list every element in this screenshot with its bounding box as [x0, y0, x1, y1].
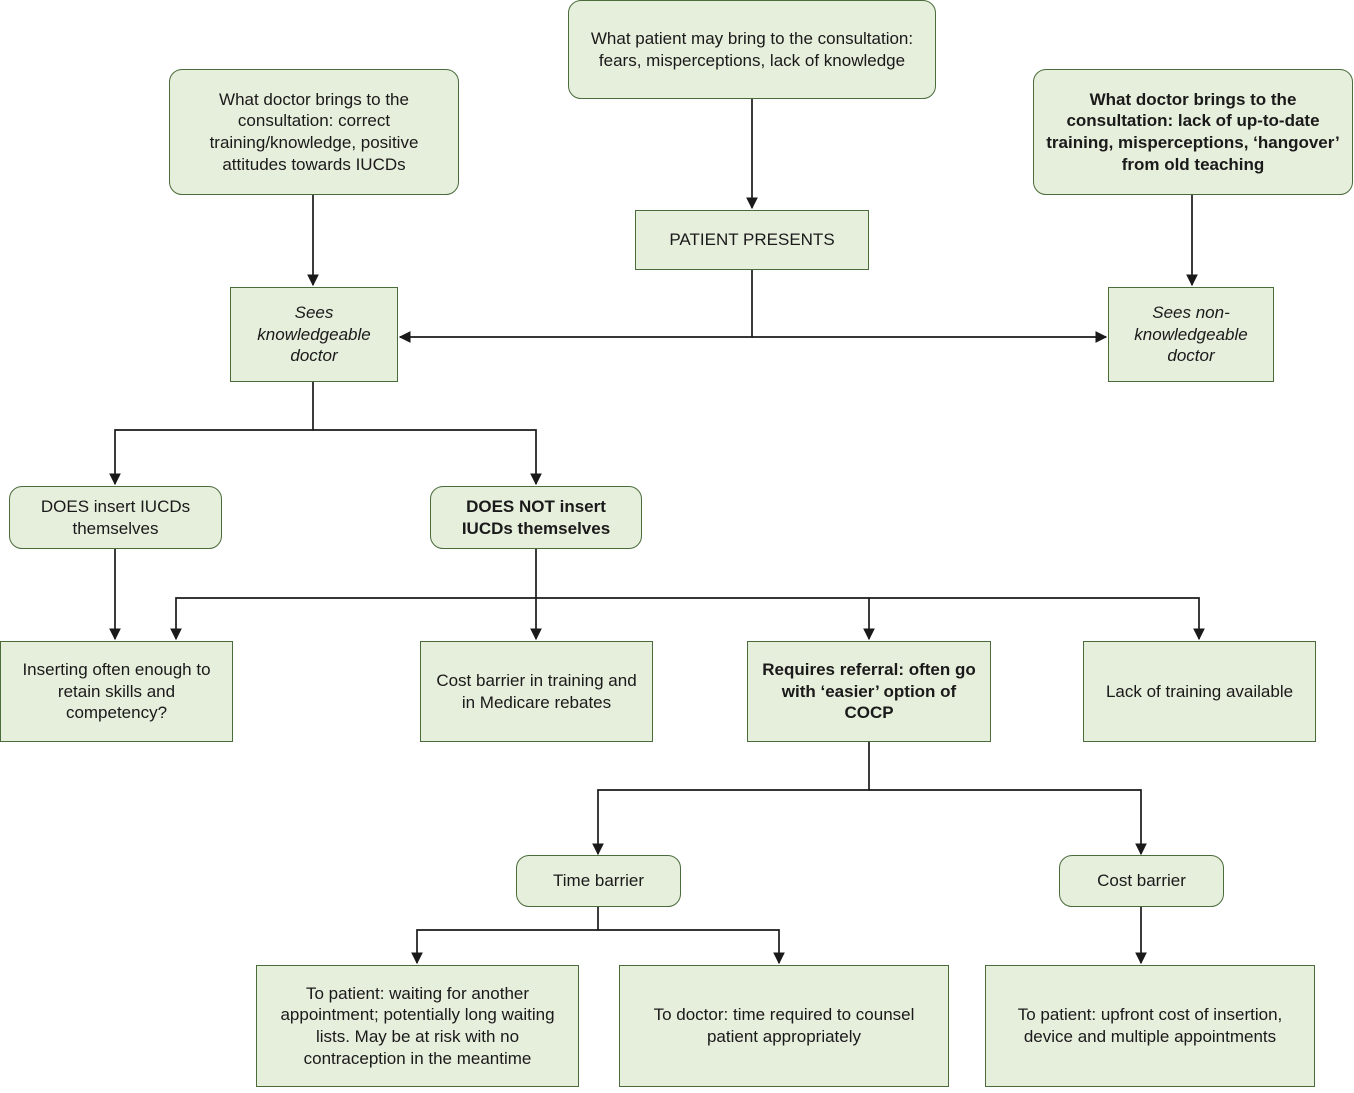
node-does-not-insert[interactable] [430, 486, 642, 549]
node-label: Time barrier [553, 871, 644, 891]
node-label: What patient may bring to the consultation: fears, misperceptions, lack of knowledge [590, 28, 914, 70]
node-label: To patient: upfront cost of insertion, device and multiple appointments [1017, 1005, 1283, 1046]
node-label: To patient: waiting for another appointment; potentially long waiting lists. May be at risk with no contraception in the meantime [280, 983, 555, 1068]
node-label: Cost barrier in training and in Medicare rebates [436, 670, 637, 712]
node-label: What doctor brings to the consultation: correct training/knowledge, positive attitudes towards IUCDs [209, 89, 419, 174]
node-sees-knowledgeable-doctor[interactable] [230, 287, 398, 382]
node-cost-barrier-training[interactable] [420, 641, 653, 742]
node-time-barrier[interactable] [516, 855, 681, 907]
node-to-patient-waiting[interactable] [256, 965, 579, 1087]
node-label: DOES NOT insert IUCDs themselves [461, 496, 611, 538]
node-does-insert[interactable] [9, 486, 222, 549]
node-label: DOES insert IUCDs themselves [40, 496, 191, 538]
node-label: Sees knowledgeable doctor [257, 302, 371, 366]
node-cost-barrier[interactable] [1059, 855, 1224, 907]
node-label: Cost barrier [1097, 871, 1186, 891]
node-doctor-brings-good[interactable] [169, 69, 459, 195]
node-lack-of-training[interactable] [1083, 641, 1316, 742]
node-to-patient-cost[interactable] [985, 965, 1315, 1087]
node-patient-brings[interactable] [568, 0, 936, 99]
node-label: To doctor: time required to counsel patient appropriately [653, 1005, 915, 1046]
node-label: Inserting often enough to retain skills and competency? [22, 659, 211, 723]
node-sees-non-knowledgeable-doctor[interactable] [1108, 287, 1274, 382]
node-to-doctor-time[interactable] [619, 965, 949, 1087]
node-patient-presents[interactable] [635, 210, 869, 270]
node-label: What doctor brings to the consultation: lack of up-to-date training, misperceptions, ‘hangover’ from old teaching [1046, 89, 1340, 174]
node-requires-referral[interactable] [747, 641, 991, 742]
node-doctor-brings-bad[interactable] [1033, 69, 1353, 195]
node-label: Sees non-knowledgeable doctor [1134, 302, 1248, 366]
node-label: PATIENT PRESENTS [669, 230, 835, 250]
node-label: Requires referral: often go with ‘easier’ option of COCP [762, 659, 976, 723]
node-inserting-often-enough[interactable] [0, 641, 233, 742]
node-label: Lack of training available [1105, 681, 1294, 701]
